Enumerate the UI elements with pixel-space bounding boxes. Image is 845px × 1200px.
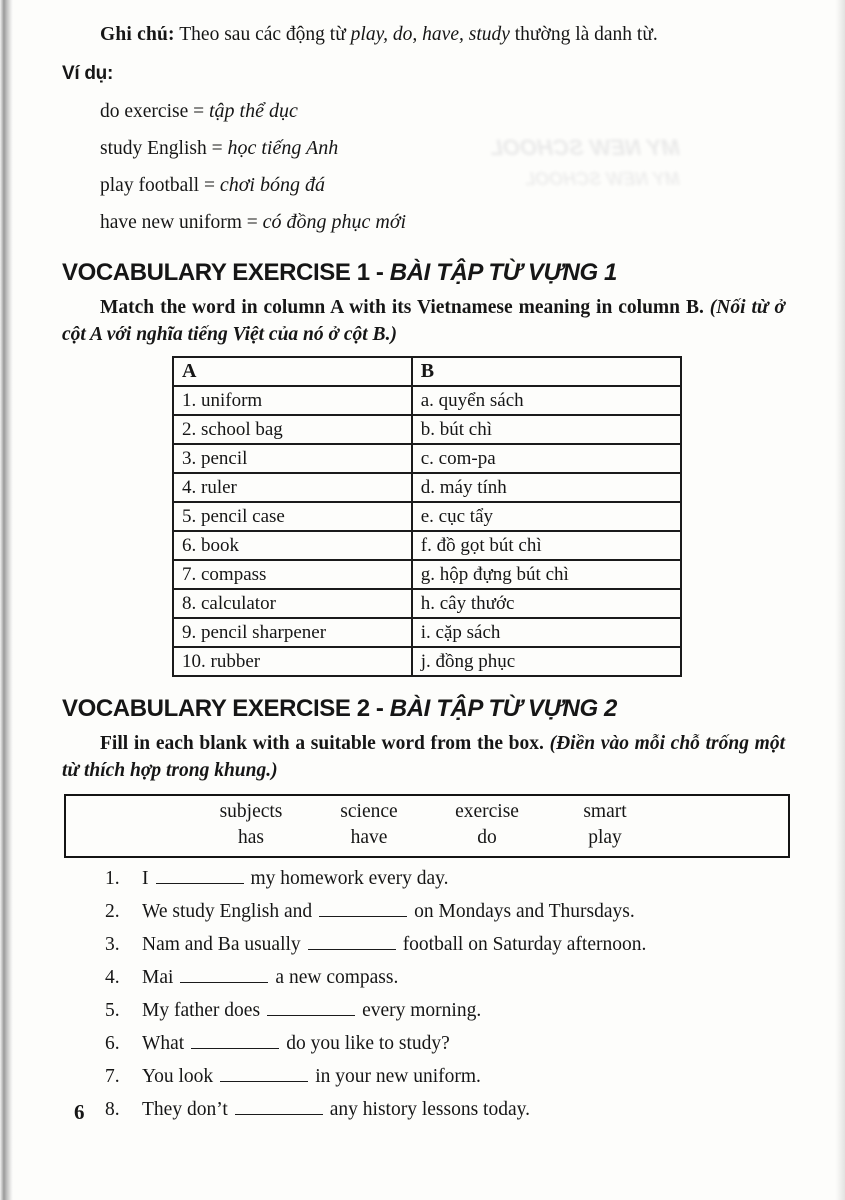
table-row [173,560,681,589]
examples-label: Ví dụ: [62,63,113,84]
table-header-b: B [412,357,681,386]
table-row [173,473,681,502]
word-box-word: subjects [219,801,283,822]
sentence-text-after: in your new uniform. [315,1066,481,1087]
sentence-item [62,1033,785,1054]
exercise1-heading-en: VOCABULARY EXERCISE 1 - [62,259,390,286]
table-cell-word: 6. book [173,531,412,560]
fill-in-blank [308,935,396,950]
sentence-number: 4. [105,967,120,988]
sentence-item [62,868,785,889]
exercise2-heading-en: VOCABULARY EXERCISE 2 - [62,695,390,722]
table-cell-meaning: d. máy tính [412,473,681,502]
sentence-text-after: any history lessons today. [329,1099,530,1120]
note-post: thường là danh từ. [509,24,658,45]
sentence-item [62,1000,785,1021]
word-box-word: exercise [455,801,519,822]
table-cell-meaning: h. cây thước [412,589,681,618]
word-box [64,794,790,858]
table-row [173,415,681,444]
grammar-note [62,22,785,47]
table-cell-meaning: e. cục tẩy [412,502,681,531]
exercise1-instruction-vi: (Nối từ ở cột A với nghĩa tiếng Việt của nó ở cột B.) [62,297,785,345]
sentence-text-before: Mai [142,967,174,988]
page-number: 6 [74,1100,85,1124]
exercise1-heading [62,259,785,287]
exercise2-heading [62,695,785,723]
example-english: have new uniform = [100,212,263,233]
sentence-text-after: on Mondays and Thursdays. [414,901,635,922]
examples-list [62,93,785,241]
example-vietnamese: học tiếng Anh [227,137,339,159]
word-box-row [192,825,664,851]
table-cell-meaning: j. đồng phục [412,647,681,676]
exercise2-instruction-en: Fill in each blank with a suitable word from the box. [100,733,550,754]
example-english: study English = [100,138,228,159]
table-cell-word: 10. rubber [173,647,412,676]
table-cell-word: 4. ruler [173,473,412,502]
table-cell-meaning: a. quyển sách [412,386,681,415]
table-cell-word: 5. pencil case [173,502,412,531]
example-line [100,204,785,241]
sentence-item [62,967,785,988]
example-line [100,167,785,204]
word-box-word: have [350,827,388,848]
sentence-text-after: a new compass. [275,967,399,988]
sentence-text-before: Nam and Ba usually [142,934,301,955]
table-cell-word: 9. pencil sharpener [173,618,412,647]
exercise2-instruction [62,730,785,784]
sentence-text-before: My father does [142,1000,261,1021]
sentence-text-before: We study English and [142,901,313,922]
table-cell-word: 3. pencil [173,444,412,473]
sentence-text-after: football on Saturday afternoon. [402,934,647,955]
table-cell-word: 8. calculator [173,589,412,618]
matching-table [172,356,682,677]
table-header-row [173,357,681,386]
note-pre: Theo sau các động từ [174,24,351,45]
table-cell-meaning: b. bút chì [412,415,681,444]
fill-in-blank [267,1001,355,1016]
table-cell-meaning: g. hộp đựng bút chì [412,560,681,589]
word-box-word: play [588,827,622,848]
example-english: do exercise = [100,101,209,122]
table-row [173,502,681,531]
sentence-text-after: do you like to study? [286,1033,450,1054]
note-verbs-italic: play, do, have, study [350,24,510,45]
sentence-item [62,1099,785,1120]
exercise1-heading-vi: BÀI TẬP TỪ VỰNG 1 [389,259,617,286]
sentence-text-before: They don’t [142,1099,228,1120]
sentence-text-after: every morning. [362,1000,482,1021]
sentence-text-after: my homework every day. [250,868,449,889]
table-row [173,386,681,415]
fill-in-blank [235,1100,323,1115]
sentence-number: 5. [105,1000,120,1021]
table-row [173,531,681,560]
table-cell-meaning: f. đồ gọt bút chì [412,531,681,560]
table-cell-word: 7. compass [173,560,412,589]
example-vietnamese: tập thể dục [209,100,298,122]
fill-in-blank [180,968,268,983]
example-vietnamese: có đồng phục mới [262,211,407,233]
fill-in-blank [220,1067,308,1082]
fill-in-blank [191,1034,279,1049]
example-line [100,93,785,130]
sentence-number: 8. [105,1099,120,1120]
sentence-number: 2. [105,901,120,922]
word-box-row [192,799,664,825]
fill-in-blank [319,902,407,917]
example-english: play football = [100,175,220,196]
table-row [173,618,681,647]
fill-in-sentences [62,868,785,1120]
table-header-a: A [173,357,412,386]
note-label: Ghi chú: [100,24,175,45]
sentence-item [62,901,785,922]
sentence-text-before: You look [142,1066,214,1087]
sentence-text-before: What [142,1033,185,1054]
table-cell-word: 2. school bag [173,415,412,444]
sentence-number: 3. [105,934,120,955]
table-cell-meaning: c. com-pa [412,444,681,473]
word-box-word: smart [583,801,627,822]
bleed-through-text: MY NEW SCHOOL MY NEW SCHOOL [489,135,680,189]
sentence-number: 1. [105,868,120,889]
word-box-word: science [340,801,398,822]
fill-in-blank [156,869,244,884]
example-vietnamese: chơi bóng đá [219,174,325,196]
sentence-number: 6. [105,1033,120,1054]
table-cell-meaning: i. cặp sách [412,618,681,647]
exercise2-instruction-vi: (Điền vào mỗi chỗ trống một từ thích hợp trong khung.) [62,733,785,781]
table-cell-word: 1. uniform [173,386,412,415]
sentence-item [62,934,785,955]
table-row [173,589,681,618]
sentence-item [62,1066,785,1087]
sentence-number: 7. [105,1066,120,1087]
word-box-word: do [477,827,497,848]
example-line [100,130,785,167]
word-box-word: has [238,827,264,848]
exercise1-instruction-en: Match the word in column A with its Vietnamese meaning in column B. [100,297,710,318]
table-row [173,647,681,676]
exercise1-instruction [62,294,785,348]
exercise2-heading-vi: BÀI TẬP TỪ VỰNG 2 [389,695,617,722]
sentence-text-before: I [142,868,149,889]
table-row [173,444,681,473]
